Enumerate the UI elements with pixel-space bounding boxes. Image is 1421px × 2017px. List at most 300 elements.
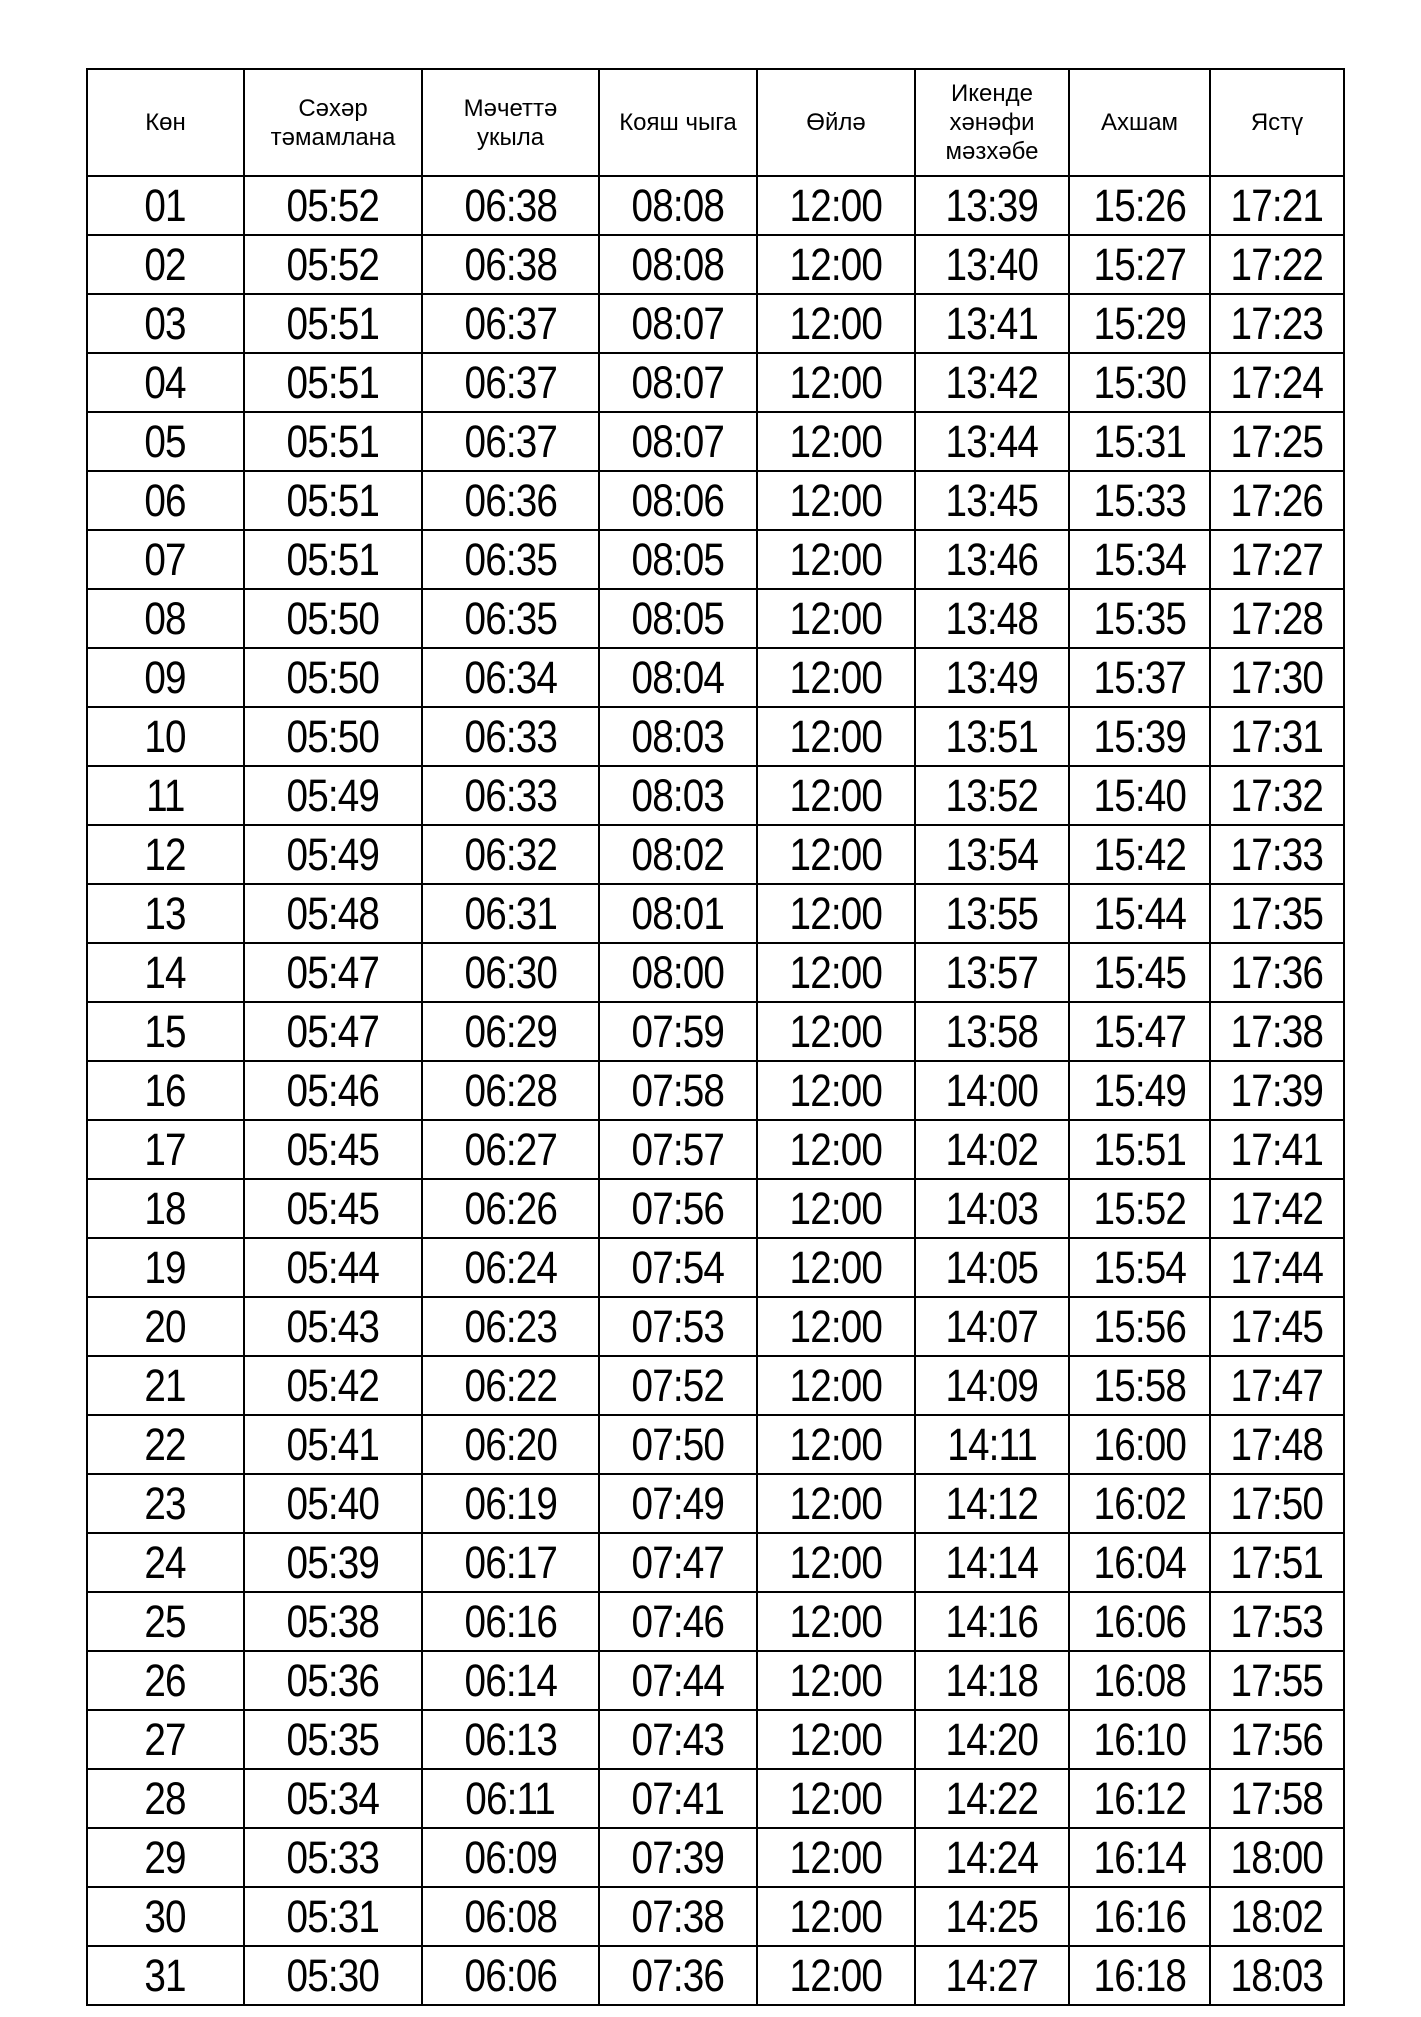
- time-value: 17:53: [1230, 1595, 1324, 1647]
- day-number: 17: [144, 1123, 187, 1175]
- time-value: 05:51: [286, 356, 380, 408]
- time-cell: [1210, 1061, 1344, 1120]
- time-value: 17:38: [1230, 1005, 1324, 1057]
- time-cell: [757, 943, 915, 1002]
- time-cell: [1069, 589, 1210, 648]
- day-number-cell: [87, 707, 244, 766]
- time-value: 12:00: [789, 474, 883, 526]
- time-value: 14:12: [945, 1477, 1039, 1529]
- time-value: 14:11: [947, 1418, 1037, 1470]
- time-cell: [1069, 1061, 1210, 1120]
- time-cell: [757, 1179, 915, 1238]
- time-value: 08:03: [631, 710, 725, 762]
- time-cell: [915, 1061, 1069, 1120]
- table-row: [87, 1297, 1344, 1356]
- day-number: 07: [144, 533, 187, 585]
- time-value: 13:39: [945, 179, 1039, 231]
- time-cell: [244, 1120, 422, 1179]
- time-cell: [244, 471, 422, 530]
- time-cell: [915, 589, 1069, 648]
- time-cell: [599, 235, 757, 294]
- time-cell: [1210, 884, 1344, 943]
- time-cell: [422, 825, 599, 884]
- time-value: 12:00: [789, 238, 883, 290]
- time-cell: [915, 1828, 1069, 1887]
- time-value: 14:07: [945, 1300, 1039, 1352]
- time-value: 05:50: [286, 651, 380, 703]
- table-row: [87, 1415, 1344, 1474]
- time-cell: [422, 1828, 599, 1887]
- time-cell: [1069, 825, 1210, 884]
- time-cell: [757, 1769, 915, 1828]
- time-cell: [757, 1120, 915, 1179]
- time-cell: [244, 1061, 422, 1120]
- time-value: 05:35: [286, 1713, 380, 1765]
- table-row: [87, 1120, 1344, 1179]
- time-cell: [1069, 353, 1210, 412]
- time-value: 06:38: [464, 238, 557, 290]
- time-cell: [757, 1002, 915, 1061]
- time-value: 17:58: [1230, 1772, 1324, 1824]
- time-cell: [1210, 353, 1344, 412]
- day-number: 22: [144, 1418, 187, 1470]
- time-cell: [915, 825, 1069, 884]
- table-row: [87, 1828, 1344, 1887]
- time-cell: [244, 884, 422, 943]
- time-value: 06:31: [464, 887, 557, 939]
- time-value: 05:47: [286, 1005, 380, 1057]
- time-cell: [599, 1710, 757, 1769]
- time-cell: [915, 1415, 1069, 1474]
- time-cell: [1069, 1651, 1210, 1710]
- time-cell: [599, 766, 757, 825]
- table-row: [87, 1710, 1344, 1769]
- time-cell: [757, 412, 915, 471]
- time-cell: [244, 530, 422, 589]
- time-cell: [599, 1238, 757, 1297]
- time-value: 16:06: [1093, 1595, 1186, 1647]
- time-value: 17:26: [1230, 474, 1324, 526]
- time-value: 15:56: [1093, 1300, 1186, 1352]
- time-cell: [757, 471, 915, 530]
- time-cell: [599, 471, 757, 530]
- column-header-line: Ахшам: [1100, 109, 1179, 136]
- time-cell: [1069, 1238, 1210, 1297]
- time-cell: [244, 1533, 422, 1592]
- time-cell: [915, 235, 1069, 294]
- time-cell: [1069, 1887, 1210, 1946]
- time-value: 15:29: [1093, 297, 1186, 349]
- column-header-line: Көн: [145, 109, 186, 136]
- day-number: 24: [144, 1536, 187, 1588]
- time-value: 12:00: [789, 946, 883, 998]
- time-cell: [1210, 648, 1344, 707]
- time-cell: [1069, 766, 1210, 825]
- time-value: 05:45: [286, 1123, 380, 1175]
- time-value: 05:36: [286, 1654, 380, 1706]
- day-number: 21: [144, 1359, 187, 1411]
- time-value: 15:52: [1093, 1182, 1186, 1234]
- time-cell: [244, 1238, 422, 1297]
- time-value: 12:00: [789, 1772, 883, 1824]
- time-value: 14:27: [945, 1949, 1039, 2001]
- time-cell: [1210, 294, 1344, 353]
- time-cell: [422, 648, 599, 707]
- day-number-cell: [87, 1297, 244, 1356]
- column-header-isha: [1210, 69, 1344, 176]
- table-row: [87, 943, 1344, 1002]
- day-number-cell: [87, 1651, 244, 1710]
- time-value: 15:37: [1093, 651, 1186, 703]
- time-value: 07:59: [631, 1005, 725, 1057]
- time-cell: [915, 648, 1069, 707]
- time-cell: [599, 1946, 757, 2005]
- time-cell: [1069, 176, 1210, 235]
- time-value: 12:00: [789, 710, 883, 762]
- day-number: 10: [144, 710, 187, 762]
- time-value: 06:23: [464, 1300, 557, 1352]
- time-cell: [599, 412, 757, 471]
- time-cell: [1069, 412, 1210, 471]
- time-value: 13:54: [945, 828, 1039, 880]
- time-cell: [422, 176, 599, 235]
- time-value: 05:51: [286, 297, 380, 349]
- time-value: 12:00: [789, 1654, 883, 1706]
- time-value: 17:23: [1230, 297, 1324, 349]
- time-cell: [599, 1415, 757, 1474]
- time-cell: [915, 1120, 1069, 1179]
- table-row: [87, 294, 1344, 353]
- time-value: 17:25: [1230, 415, 1324, 467]
- time-cell: [244, 1946, 422, 2005]
- time-cell: [599, 707, 757, 766]
- time-cell: [757, 589, 915, 648]
- time-cell: [915, 176, 1069, 235]
- time-cell: [599, 1297, 757, 1356]
- time-cell: [915, 1238, 1069, 1297]
- time-cell: [757, 1297, 915, 1356]
- time-value: 06:22: [464, 1359, 557, 1411]
- day-number-cell: [87, 1887, 244, 1946]
- time-cell: [1210, 1592, 1344, 1651]
- time-value: 14:22: [945, 1772, 1039, 1824]
- time-value: 17:51: [1230, 1536, 1324, 1588]
- time-value: 05:31: [286, 1890, 380, 1942]
- time-value: 14:05: [945, 1241, 1039, 1293]
- time-cell: [915, 530, 1069, 589]
- day-number: 26: [144, 1654, 187, 1706]
- time-cell: [244, 294, 422, 353]
- time-cell: [1069, 707, 1210, 766]
- time-value: 06:38: [464, 179, 557, 231]
- time-cell: [757, 1061, 915, 1120]
- time-cell: [915, 1179, 1069, 1238]
- table-row: [87, 884, 1344, 943]
- time-value: 13:44: [945, 415, 1039, 467]
- time-cell: [1210, 1710, 1344, 1769]
- column-header-dhuhr: [757, 69, 915, 176]
- time-cell: [915, 943, 1069, 1002]
- time-value: 06:27: [464, 1123, 557, 1175]
- time-value: 12:00: [789, 356, 883, 408]
- day-number-cell: [87, 884, 244, 943]
- time-cell: [244, 1297, 422, 1356]
- time-cell: [244, 1828, 422, 1887]
- time-cell: [915, 1769, 1069, 1828]
- time-value: 06:08: [464, 1890, 557, 1942]
- time-cell: [757, 1592, 915, 1651]
- time-cell: [757, 1238, 915, 1297]
- column-header-sunrise: [599, 69, 757, 176]
- day-number: 14: [144, 946, 187, 998]
- time-value: 12:00: [789, 533, 883, 585]
- day-number: 20: [144, 1300, 187, 1352]
- day-number-cell: [87, 766, 244, 825]
- time-cell: [915, 1002, 1069, 1061]
- time-cell: [599, 1061, 757, 1120]
- column-header-line: укыла: [476, 123, 545, 151]
- time-cell: [599, 1356, 757, 1415]
- table-row: [87, 648, 1344, 707]
- time-cell: [1210, 1651, 1344, 1710]
- time-value: 05:46: [286, 1064, 380, 1116]
- time-cell: [915, 471, 1069, 530]
- day-number: 02: [144, 238, 187, 290]
- time-value: 08:07: [631, 356, 725, 408]
- time-value: 14:14: [945, 1536, 1039, 1588]
- day-number: 18: [144, 1182, 187, 1234]
- time-cell: [422, 1946, 599, 2005]
- table-row: [87, 1474, 1344, 1533]
- table-row: [87, 707, 1344, 766]
- time-cell: [1210, 1297, 1344, 1356]
- time-value: 12:00: [789, 769, 883, 821]
- time-cell: [1210, 766, 1344, 825]
- day-number-cell: [87, 412, 244, 471]
- time-value: 17:22: [1230, 238, 1324, 290]
- day-number-cell: [87, 1533, 244, 1592]
- time-cell: [1069, 1179, 1210, 1238]
- table-row: [87, 1946, 1344, 2005]
- time-value: 12:00: [789, 415, 883, 467]
- day-number-cell: [87, 1710, 244, 1769]
- table-row: [87, 1238, 1344, 1297]
- table-row: [87, 1651, 1344, 1710]
- time-cell: [422, 707, 599, 766]
- time-cell: [757, 1474, 915, 1533]
- time-value: 15:47: [1093, 1005, 1186, 1057]
- time-value: 14:24: [945, 1831, 1039, 1883]
- time-value: 05:52: [286, 238, 380, 290]
- time-cell: [422, 530, 599, 589]
- time-value: 05:34: [286, 1772, 380, 1824]
- time-value: 08:00: [631, 946, 725, 998]
- time-cell: [1069, 1769, 1210, 1828]
- time-value: 06:11: [465, 1772, 556, 1824]
- table-row: [87, 1533, 1344, 1592]
- time-cell: [244, 353, 422, 412]
- time-cell: [915, 294, 1069, 353]
- time-value: 16:04: [1093, 1536, 1186, 1588]
- time-value: 08:04: [631, 651, 725, 703]
- time-cell: [1210, 825, 1344, 884]
- day-number-cell: [87, 1061, 244, 1120]
- day-number-cell: [87, 1238, 244, 1297]
- time-value: 15:58: [1093, 1359, 1186, 1411]
- table-row: [87, 589, 1344, 648]
- day-number-cell: [87, 1002, 244, 1061]
- time-cell: [422, 353, 599, 412]
- time-cell: [244, 1710, 422, 1769]
- time-value: 06:35: [464, 592, 557, 644]
- time-value: 17:39: [1230, 1064, 1324, 1116]
- time-value: 12:00: [789, 1831, 883, 1883]
- table-row: [87, 1887, 1344, 1946]
- time-cell: [599, 1002, 757, 1061]
- time-value: 07:39: [631, 1831, 725, 1883]
- time-value: 07:54: [631, 1241, 725, 1293]
- time-value: 16:10: [1093, 1713, 1186, 1765]
- time-value: 15:30: [1093, 356, 1186, 408]
- time-value: 13:46: [945, 533, 1039, 585]
- time-value: 08:06: [631, 474, 725, 526]
- day-number: 12: [144, 828, 187, 880]
- time-cell: [422, 1061, 599, 1120]
- time-cell: [599, 589, 757, 648]
- time-value: 13:40: [945, 238, 1039, 290]
- time-cell: [1210, 1946, 1344, 2005]
- time-cell: [1210, 530, 1344, 589]
- time-value: 14:00: [945, 1064, 1039, 1116]
- time-value: 13:45: [945, 474, 1039, 526]
- time-value: 05:49: [286, 769, 380, 821]
- time-cell: [599, 530, 757, 589]
- time-value: 06:33: [464, 710, 557, 762]
- time-cell: [757, 1415, 915, 1474]
- time-value: 13:51: [945, 710, 1039, 762]
- day-number: 11: [146, 769, 185, 821]
- time-value: 05:50: [286, 710, 380, 762]
- column-header-line: хәнәфи: [949, 109, 1035, 136]
- time-value: 05:48: [286, 887, 380, 939]
- time-cell: [422, 1179, 599, 1238]
- column-header-asr-hanafi: [915, 69, 1069, 176]
- time-value: 12:00: [789, 1418, 883, 1470]
- day-number-cell: [87, 1179, 244, 1238]
- time-value: 13:49: [945, 651, 1039, 703]
- time-cell: [244, 1651, 422, 1710]
- time-cell: [757, 1828, 915, 1887]
- time-value: 18:00: [1230, 1831, 1324, 1883]
- time-value: 05:51: [286, 474, 380, 526]
- time-cell: [757, 766, 915, 825]
- time-value: 17:47: [1230, 1359, 1324, 1411]
- time-value: 07:46: [631, 1595, 725, 1647]
- time-value: 06:24: [464, 1241, 557, 1293]
- time-cell: [757, 1946, 915, 2005]
- time-cell: [915, 1710, 1069, 1769]
- time-cell: [599, 294, 757, 353]
- time-cell: [244, 1415, 422, 1474]
- time-cell: [915, 707, 1069, 766]
- time-value: 07:38: [631, 1890, 725, 1942]
- time-value: 17:24: [1230, 356, 1324, 408]
- time-cell: [1210, 1769, 1344, 1828]
- time-value: 12:00: [789, 1005, 883, 1057]
- time-value: 05:47: [286, 946, 380, 998]
- time-value: 12:00: [789, 1123, 883, 1175]
- time-cell: [422, 1474, 599, 1533]
- table-row: [87, 766, 1344, 825]
- table-row: [87, 1061, 1344, 1120]
- day-number-cell: [87, 353, 244, 412]
- time-value: 15:31: [1093, 415, 1186, 467]
- time-cell: [915, 766, 1069, 825]
- time-value: 15:40: [1093, 769, 1186, 821]
- time-value: 12:00: [789, 1182, 883, 1234]
- time-value: 16:16: [1093, 1890, 1186, 1942]
- time-value: 12:00: [789, 1477, 883, 1529]
- time-cell: [757, 530, 915, 589]
- time-cell: [422, 1710, 599, 1769]
- time-cell: [915, 1592, 1069, 1651]
- time-cell: [1069, 1356, 1210, 1415]
- time-cell: [422, 412, 599, 471]
- time-cell: [1069, 1474, 1210, 1533]
- time-value: 12:00: [789, 1536, 883, 1588]
- table-row: [87, 1769, 1344, 1828]
- time-cell: [422, 471, 599, 530]
- time-cell: [244, 1356, 422, 1415]
- time-cell: [244, 589, 422, 648]
- day-number-cell: [87, 943, 244, 1002]
- time-value: 05:30: [286, 1949, 380, 2001]
- time-value: 17:42: [1230, 1182, 1324, 1234]
- time-cell: [757, 884, 915, 943]
- day-number: 09: [144, 651, 187, 703]
- time-cell: [422, 1533, 599, 1592]
- time-cell: [599, 1592, 757, 1651]
- time-value: 17:48: [1230, 1418, 1324, 1470]
- time-cell: [599, 1179, 757, 1238]
- column-header-line: Ястү: [1250, 109, 1304, 136]
- time-value: 12:00: [789, 1890, 883, 1942]
- table-row: [87, 176, 1344, 235]
- time-value: 17:41: [1230, 1123, 1324, 1175]
- time-value: 17:30: [1230, 651, 1324, 703]
- time-cell: [1210, 1356, 1344, 1415]
- time-cell: [1210, 1415, 1344, 1474]
- time-value: 05:52: [286, 179, 380, 231]
- time-cell: [757, 176, 915, 235]
- time-cell: [1210, 1828, 1344, 1887]
- time-value: 15:45: [1093, 946, 1186, 998]
- time-value: 05:42: [286, 1359, 380, 1411]
- time-cell: [757, 648, 915, 707]
- day-number-cell: [87, 1946, 244, 2005]
- time-value: 06:32: [464, 828, 557, 880]
- time-value: 06:16: [464, 1595, 557, 1647]
- time-value: 07:47: [631, 1536, 725, 1588]
- day-number: 27: [144, 1713, 187, 1765]
- time-cell: [599, 176, 757, 235]
- day-number-cell: [87, 176, 244, 235]
- time-value: 17:56: [1230, 1713, 1324, 1765]
- time-value: 17:31: [1230, 710, 1324, 762]
- time-value: 13:55: [945, 887, 1039, 939]
- time-cell: [422, 884, 599, 943]
- day-number-cell: [87, 1828, 244, 1887]
